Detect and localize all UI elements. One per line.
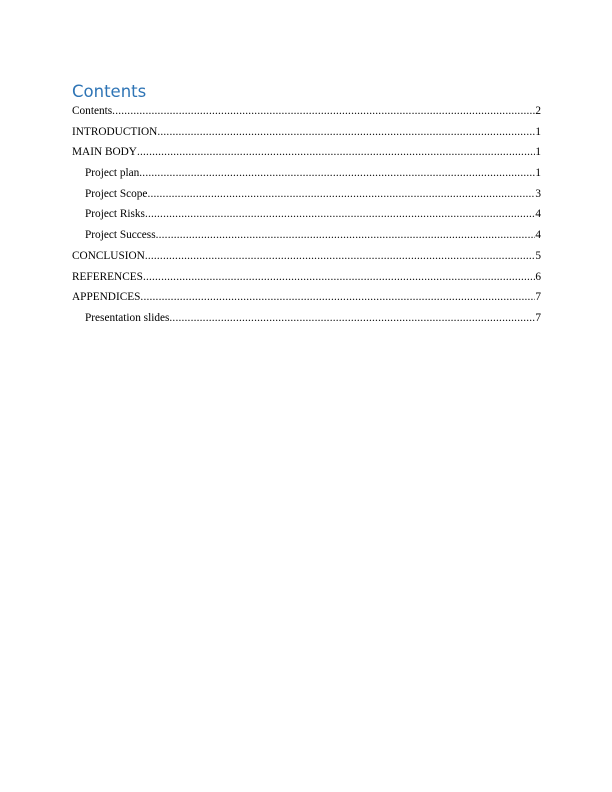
toc-dot-leader [147,184,535,205]
toc-entry-label: Project Success [85,229,156,242]
toc-entry-references[interactable] [72,267,541,288]
toc-entry-main-body[interactable] [72,142,541,163]
toc-entry-label: Project Risks [85,208,145,221]
toc-page-number: 1 [535,146,541,159]
toc-entry-introduction[interactable] [72,122,541,143]
toc-entry-project-success[interactable] [72,225,541,246]
toc-dot-leader [112,101,535,122]
toc-entry-label: REFERENCES [72,270,143,283]
toc-entry-conclusion[interactable] [72,246,541,267]
toc-page-number: 7 [535,311,541,324]
toc-entry-label: Presentation slides [85,311,170,324]
toc-dot-leader [169,308,535,329]
toc-entry-presentation-slides[interactable] [72,308,541,329]
toc-entry-label: Project plan [85,167,140,180]
toc-entry-appendices[interactable] [72,287,541,308]
toc-entry-label: Project Scope [85,187,148,200]
toc-heading: Contents [72,82,147,101]
toc-dot-leader [143,267,535,288]
toc-dot-leader [137,142,535,163]
toc-page-number: 6 [535,270,541,283]
toc-entry-project-risks[interactable] [72,204,541,225]
toc-entry-label: Contents [72,105,113,117]
toc-dot-leader [157,122,535,143]
toc-entry-label: APPENDICES [72,291,141,304]
toc-entry-label: MAIN BODY [72,146,137,159]
toc-entry-contents[interactable] [72,101,541,122]
toc-page-number: 5 [535,249,541,262]
toc-entry-label: INTRODUCTION [72,125,158,138]
toc-dot-leader [140,287,535,308]
toc-page-number: 4 [535,208,541,221]
toc-dot-leader [145,246,536,267]
table-of-contents [72,101,541,329]
toc-page-number: 1 [535,125,541,138]
toc-entry-project-scope[interactable] [72,184,541,205]
toc-page-number: 1 [535,167,541,180]
toc-dot-leader [145,204,535,225]
toc-page-number: 4 [535,229,541,242]
toc-page-number: 7 [535,291,541,304]
toc-dot-leader [139,163,535,184]
toc-entry-label: CONCLUSION [72,249,145,262]
toc-entry-project-plan[interactable] [72,163,541,184]
toc-page-number: 2 [535,105,541,117]
toc-page-number: 3 [535,187,541,200]
toc-dot-leader [156,225,536,246]
